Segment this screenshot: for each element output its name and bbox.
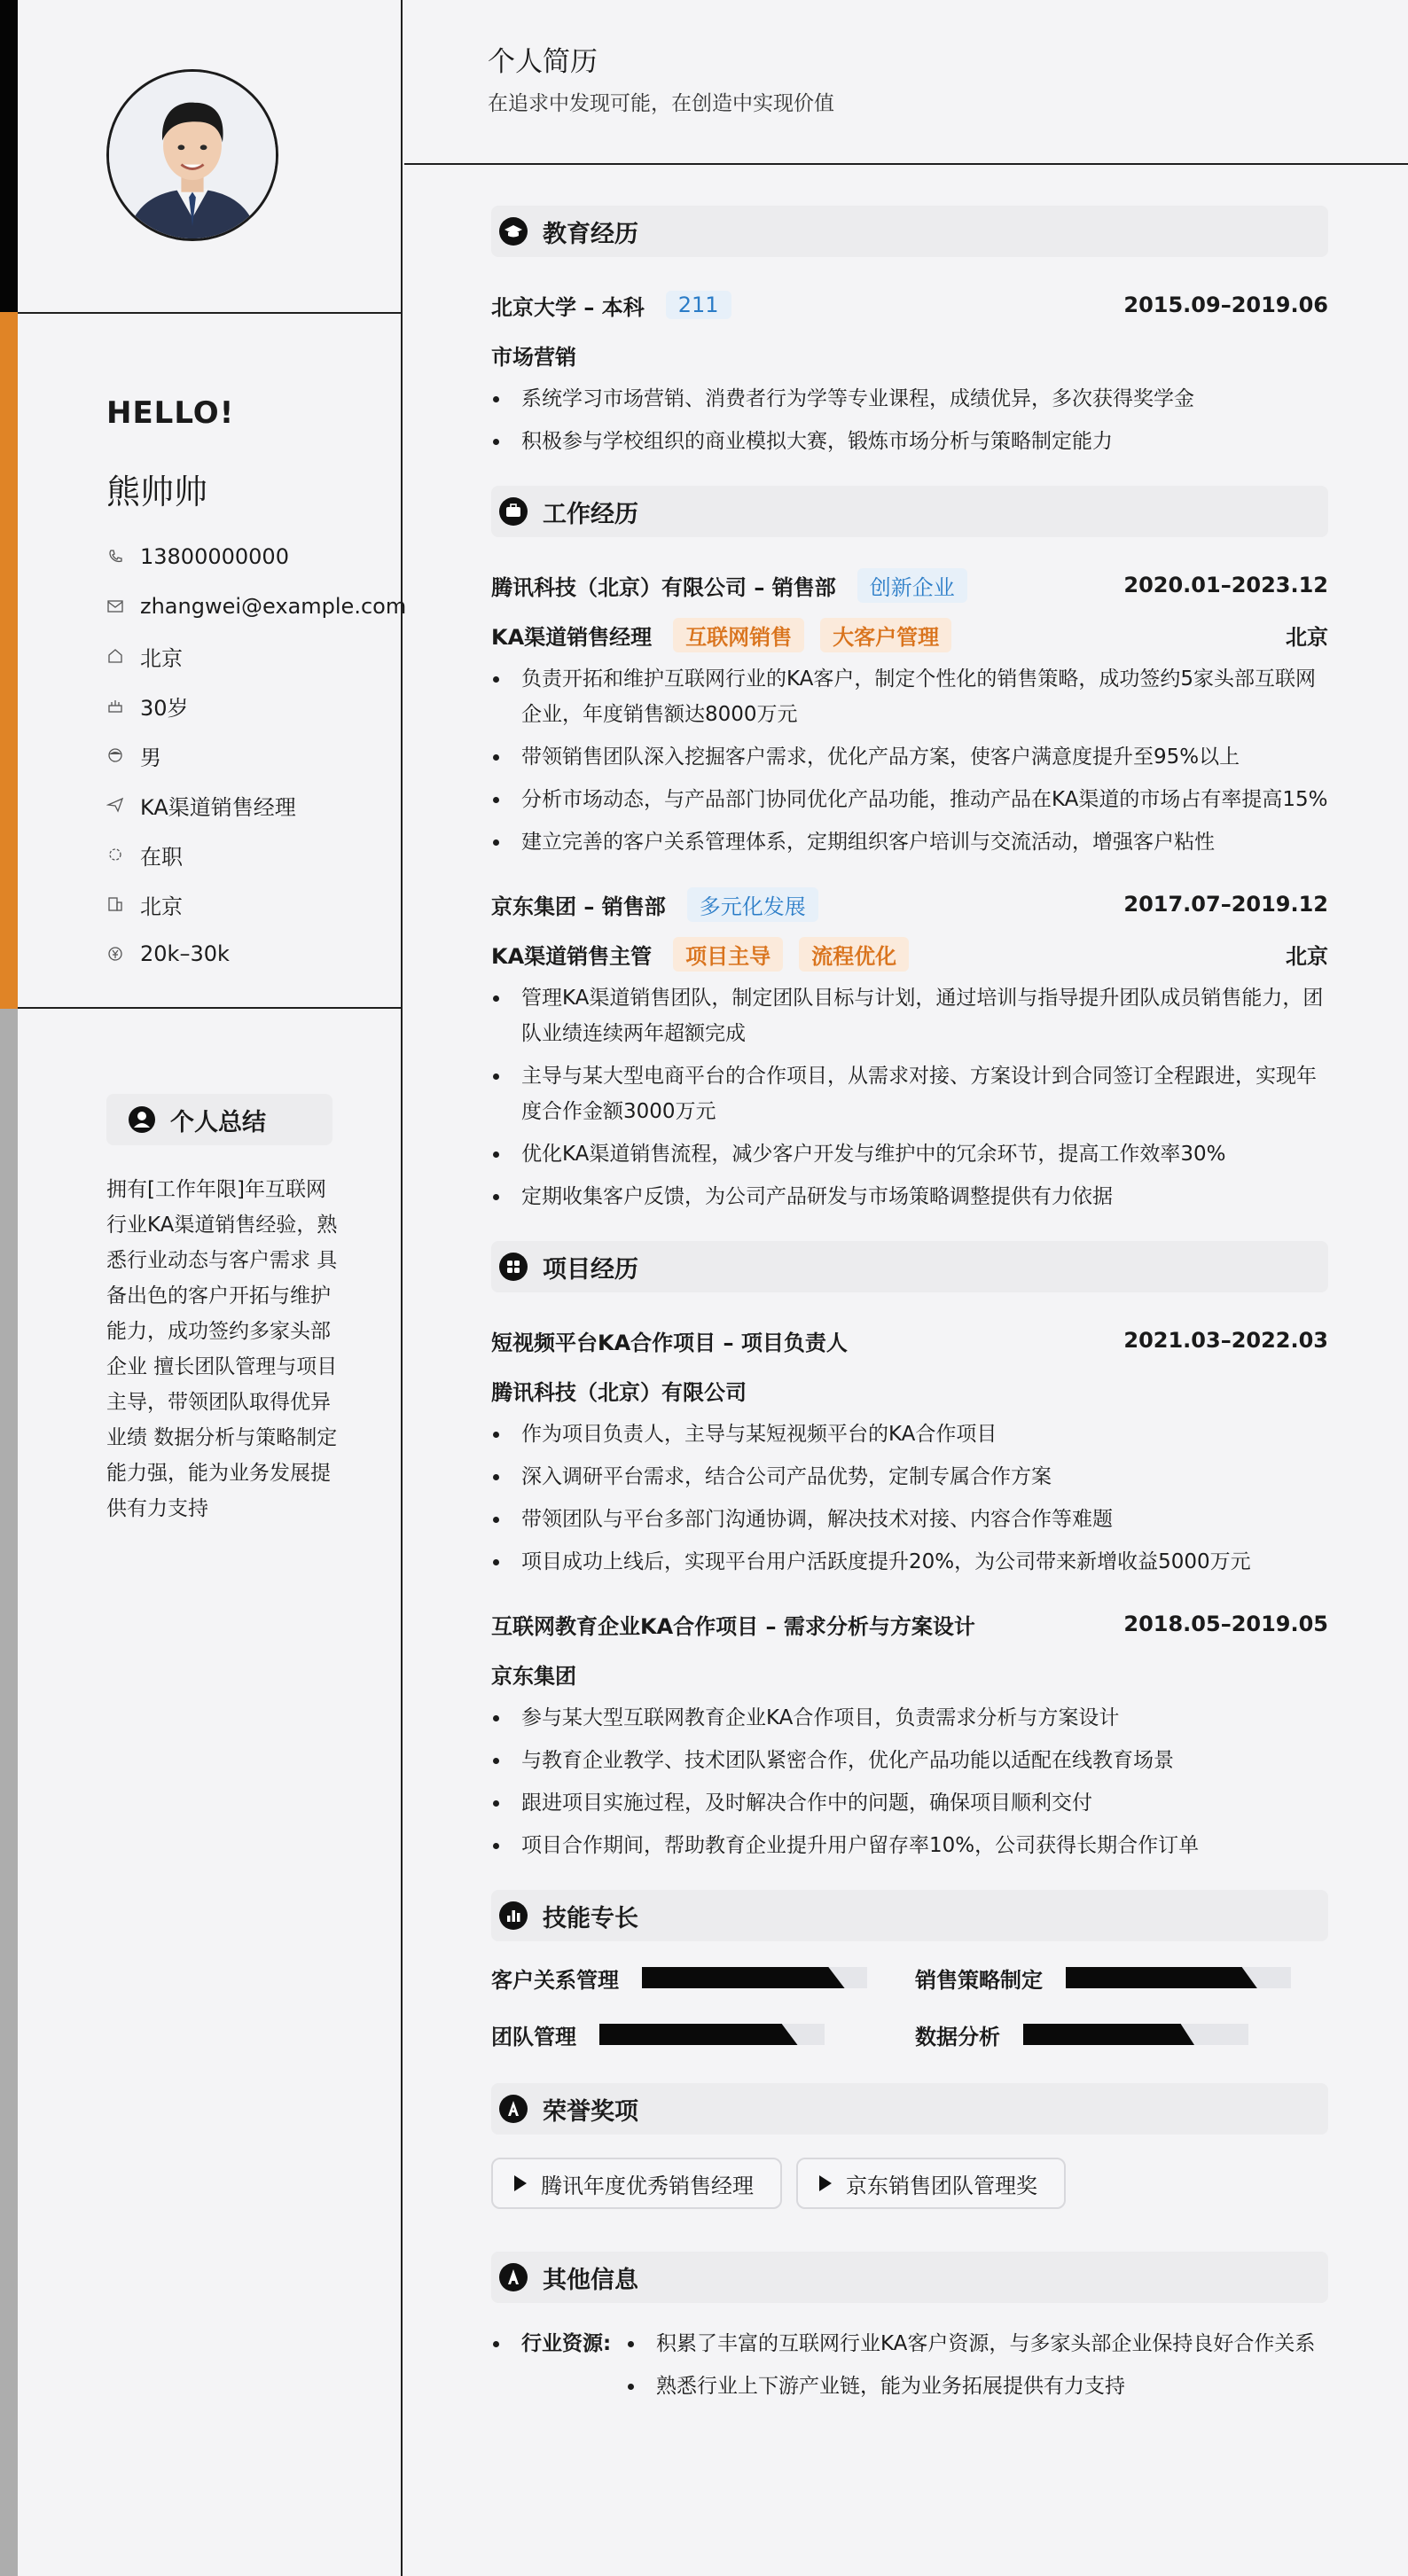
info-age (106, 681, 406, 730)
status-icon (106, 846, 124, 863)
company-tag: 多元化发展 (687, 887, 818, 922)
sidebar-divider (18, 312, 401, 314)
other-key: 行业资源: (521, 2332, 612, 2355)
awards-list (491, 2158, 1328, 2209)
accent-strip-orange (0, 312, 18, 1009)
school-name: 北京大学 – 本科 (491, 294, 645, 320)
section-heading (491, 206, 1328, 257)
list-item: 项目合作期间，帮助教育企业提升用户留存率10%，公司获得长期合作订单 (491, 1828, 1328, 1863)
project-date: 2018.05–2019.05 (1123, 1612, 1328, 1636)
job-entry (491, 879, 1328, 1214)
education-header (491, 280, 1328, 330)
project-name: 短视频平台KA合作项目 – 项目负责人 (491, 1330, 848, 1355)
play-icon (819, 2175, 832, 2191)
skill-name: 销售策略制定 (915, 1967, 1043, 1993)
skill-item (491, 2021, 915, 2048)
info-gender (106, 730, 406, 780)
skills-section (491, 1890, 1328, 2048)
education-bullets (491, 381, 1328, 459)
section-heading (491, 2083, 1328, 2135)
accent-strip-black (0, 0, 18, 312)
info-city (106, 879, 406, 929)
role-tag: 互联网销售 (673, 618, 804, 652)
list-item: 参与某大型互联网教育企业KA合作项目，负责需求分析与方案设计 (491, 1700, 1328, 1736)
list-item: 分析市场动态，与产品部门协同优化产品功能，推动产品在KA渠道的市场占有率提高15% (491, 782, 1328, 817)
briefcase-icon (498, 496, 528, 527)
info-text: 在职 (140, 844, 183, 870)
list-item: 积累了丰富的互联网行业KA客户资源，与多家头部企业保持良好合作关系 (626, 2326, 1328, 2361)
page-title: 个人简历 (488, 46, 598, 78)
info-text: KA渠道销售经理 (140, 794, 296, 820)
skill-bar (1066, 1967, 1291, 1988)
list-item: 与教育企业教学、技术团队紧密合作，优化产品功能以适配在线教育场景 (491, 1743, 1328, 1778)
section-title: 技能专长 (543, 1904, 638, 1932)
section-heading (491, 1890, 1328, 1941)
list-item: 负责开拓和维护互联网行业的KA客户，制定个性化的销售策略，成功签约5家头部互联网企业，年度销售额达8000万元 (491, 661, 1328, 732)
section-heading (491, 2252, 1328, 2303)
list-item: 优化KA渠道销售流程，减少客户开发与维护中的冗余环节，提高工作效率30% (491, 1136, 1328, 1172)
avatar-illustration (109, 72, 276, 238)
info-text: 北京 (140, 894, 183, 919)
info-status (106, 830, 406, 879)
sidebar-divider (18, 1007, 401, 1009)
info-text: 20k–30k (140, 941, 230, 966)
section-title: 工作经历 (543, 500, 638, 528)
job-role: KA渠道销售经理 (491, 624, 653, 650)
project-date: 2021.03–2022.03 (1123, 1328, 1328, 1353)
page-header (404, 0, 1408, 165)
main-content (404, 0, 1408, 2576)
info-text: 30岁 (140, 695, 189, 721)
mail-icon (106, 597, 124, 615)
skill-bar-fill (642, 1967, 845, 1988)
grid-icon (498, 1252, 528, 1282)
accent-strip-gray (0, 1009, 18, 2576)
job-city: 北京 (1286, 624, 1328, 650)
section-title: 教育经历 (543, 220, 638, 248)
project-entry (491, 1315, 1328, 1580)
summary-title: 个人总结 (170, 1108, 266, 1136)
skill-item (915, 1964, 1328, 1991)
skill-item (491, 1964, 915, 1991)
contact-info-list (106, 532, 406, 979)
job-date: 2020.01–2023.12 (1123, 573, 1328, 597)
candidate-name: 熊帅帅 (106, 472, 208, 511)
award-label: 腾讯年度优秀销售经理 (541, 2173, 754, 2198)
skill-bar-fill (1023, 2024, 1194, 2045)
skill-bar-fill (1066, 1967, 1257, 1988)
send-icon (106, 796, 124, 814)
section-heading (491, 1241, 1328, 1292)
awards-section (491, 2083, 1328, 2209)
building-icon (106, 895, 124, 913)
project-entry (491, 1599, 1328, 1863)
skill-name: 客户关系管理 (491, 1967, 619, 1993)
job-entry (491, 560, 1328, 860)
summary-text: 拥有[工作年限]年互联网行业KA渠道销售经验，熟悉行业动态与客户需求 具备出色的客户开拓与维护能力，成功签约多家头部企业 擅长团队管理与项目主导，带领团队取得优异业绩 数据分析与策略制定能力强，能为业务发展提供有力支持 (106, 1178, 338, 1520)
award-chip[interactable] (491, 2158, 782, 2209)
major-row (491, 330, 1328, 379)
skill-name: 团队管理 (491, 2024, 576, 2049)
skill-bar (1023, 2024, 1248, 2045)
list-item: 主导与某大型电商平台的合作项目，从需求对接、方案设计到合同签订全程跟进，实现年度合作金额3000万元 (491, 1058, 1328, 1129)
info-salary (106, 929, 406, 979)
award-label: 京东销售团队管理奖 (846, 2173, 1037, 2198)
education-section (491, 206, 1328, 459)
school-tag: 211 (666, 291, 731, 319)
project-org: 京东集团 (491, 1663, 576, 1689)
other-info-icon (498, 2262, 528, 2292)
graduation-cap-icon (498, 216, 528, 246)
salary-icon (106, 945, 124, 963)
resume-body (491, 206, 1328, 2411)
section-title: 项目经历 (543, 1255, 638, 1284)
bar-chart-icon (498, 1901, 528, 1931)
job-date: 2017.07–2019.12 (1123, 892, 1328, 917)
list-item: 积极参与学校组织的商业模拟大赛，锻炼市场分析与策略制定能力 (491, 424, 1328, 459)
list-item: 带领团队与平台多部门沟通协调，解决技术对接、内容合作等难题 (491, 1502, 1328, 1537)
bullet-dot (493, 2341, 499, 2347)
other-info-section (491, 2252, 1328, 2404)
role-tag: 大客户管理 (820, 618, 951, 652)
role-tag: 流程优化 (799, 937, 909, 972)
info-email (106, 582, 406, 631)
other-info (491, 2326, 1328, 2404)
skills-grid (491, 1964, 1328, 2048)
info-position (106, 780, 406, 830)
user-circle-icon (128, 1105, 156, 1134)
list-item: 建立完善的客户关系管理体系，定期组织客户培训与交流活动，增强客户粘性 (491, 824, 1328, 860)
skill-bar (642, 1967, 867, 1988)
projects-section (491, 1241, 1328, 1863)
list-item: 熟悉行业上下游产业链，能为业务拓展提供有力支持 (626, 2369, 1328, 2404)
job-city: 北京 (1286, 943, 1328, 969)
skill-bar-fill (599, 2024, 798, 2045)
work-section (491, 486, 1328, 1214)
list-item: 跟进项目实施过程，及时解决合作中的问题，确保项目顺利交付 (491, 1785, 1328, 1821)
list-item: 作为项目负责人，主导与某短视频平台的KA合作项目 (491, 1417, 1328, 1452)
gender-icon (106, 746, 124, 764)
cake-icon (106, 697, 124, 714)
list-item: 项目成功上线后，实现平台用户活跃度提升20%，为公司带来新增收益5000万元 (491, 1544, 1328, 1580)
project-org: 腾讯科技（北京）有限公司 (491, 1379, 747, 1405)
job-role: KA渠道销售主管 (491, 943, 653, 969)
section-title: 荣誉奖项 (543, 2097, 638, 2126)
list-item: 系统学习市场营销、消费者行为学等专业课程，成绩优异，多次获得奖学金 (491, 381, 1328, 417)
hello-heading: HELLO! (106, 395, 235, 431)
education-date: 2015.09–2019.06 (1123, 293, 1328, 317)
company-tag: 创新企业 (857, 568, 967, 603)
project-name: 互联网教育企业KA合作项目 – 需求分析与方案设计 (491, 1613, 975, 1639)
company-name: 京东集团 – 销售部 (491, 894, 666, 919)
list-item: 深入调研平台需求，结合公司产品优势，定制专属合作方案 (491, 1459, 1328, 1495)
info-text: 13800000000 (140, 544, 289, 569)
skill-item (915, 2021, 1328, 2048)
list-item: 管理KA渠道销售团队，制定团队目标与计划，通过培训与指导提升团队成员销售能力，团队业绩连续两年超额完成 (491, 980, 1328, 1051)
play-icon (514, 2175, 527, 2191)
info-text: 北京 (140, 645, 183, 671)
list-item: 带领销售团队深入挖掘客户需求，优化产品方案，使客户满意度提升至95%以上 (491, 739, 1328, 775)
section-heading (491, 486, 1328, 537)
skill-name: 数据分析 (915, 2024, 1000, 2049)
list-item: 定期收集客户反馈，为公司产品研发与市场策略调整提供有力依据 (491, 1179, 1328, 1214)
summary-heading (106, 1094, 332, 1145)
info-phone (106, 532, 406, 582)
info-text: 男 (140, 745, 161, 770)
page-subtitle: 在追求中发现可能，在创造中实现价值 (488, 92, 834, 115)
phone-icon (106, 548, 124, 566)
home-icon (106, 647, 124, 665)
award-icon (498, 2094, 528, 2124)
major-name: 市场营销 (491, 344, 576, 370)
info-location (106, 631, 406, 681)
sidebar (18, 0, 407, 2576)
info-text: zhangwei@example.com (140, 594, 407, 619)
skill-bar (599, 2024, 825, 2045)
award-chip[interactable] (796, 2158, 1066, 2209)
company-name: 腾讯科技（北京）有限公司 – 销售部 (491, 574, 836, 600)
role-tag: 项目主导 (673, 937, 783, 972)
section-title: 其他信息 (543, 2266, 638, 2294)
avatar (106, 69, 278, 241)
